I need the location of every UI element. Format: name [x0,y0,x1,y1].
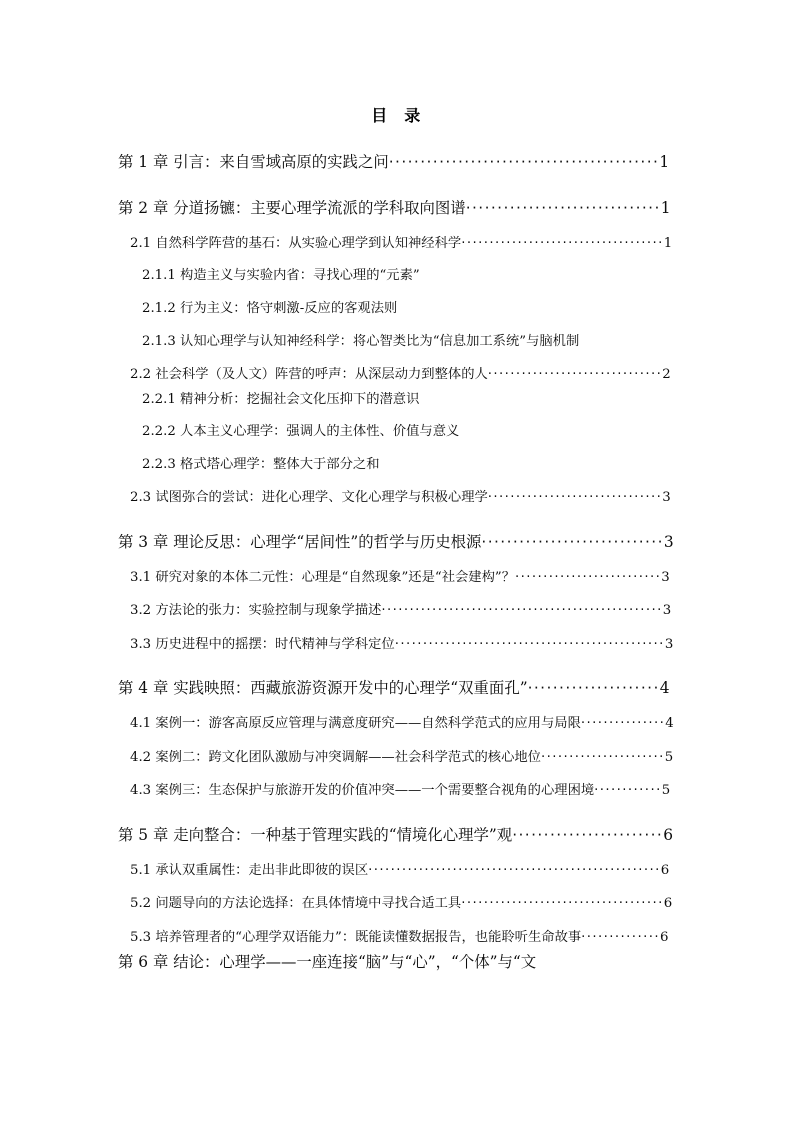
toc-page-number: 1 [659,153,670,172]
toc-entry-label: 2.1.1 构造主义与实验内省：寻找心理的“元素” [142,268,420,284]
toc-entry-label: 第 1 章 引言：来自雪域高原的实践之问 [118,153,389,172]
toc-entry-label: 2.1.2 行为主义：恪守刺激-反应的客观法则 [142,301,398,316]
toc-entry-ch5[interactable] [118,824,674,848]
dot-leader: ·························· [515,569,662,585]
toc-entry-label: 2.2.1 精神分析：挖掘社会文化压抑下的潜意识 [142,391,420,407]
toc-entry-ch3[interactable] [118,531,674,555]
toc-entry-label: 2.3 试图弥合的尝试：进化心理学、文化心理学与积极心理学 [130,490,488,506]
dot-leader: ··········································· [388,153,660,172]
toc-entry-label: 3.2 方法论的张力：实验控制与现象学描述 [130,603,382,619]
toc-entry-s2_1_3[interactable] [142,331,674,353]
toc-entry-s2_3[interactable] [130,487,674,509]
toc-entry-label: 3.1 研究对象的本体二元性：心理是“自然现象”还是“社会建构”？ [130,569,515,585]
toc-entry-s2_2_3[interactable] [142,454,674,476]
dot-leader: ···································· [461,896,664,912]
toc-entry-label: 2.1.3 认知心理学与认知神经科学：将心智类比为“信息加工系统”与脑机制 [142,333,580,349]
toc-entry-label: 3.3 历史进程中的摇摆：时代精神与学科定位 [130,636,395,652]
dot-leader: ······························· [487,367,663,383]
toc-entry-label: 4.2 案例二：跨文化团队激励与冲突调解——社会科学范式的核心地位 [130,749,541,765]
toc-page-number: 3 [661,569,670,585]
toc-entry-label: 4.1 案例一：游客高原反应管理与满意度研究——自然科学范式的应用与局限 [130,716,581,732]
dot-leader: ······················ [540,749,665,765]
toc-page-number: 3 [662,603,672,619]
toc-entry-ch2[interactable] [118,197,674,221]
toc-entry-s4_1[interactable] [130,713,674,735]
toc-entry-s5_1[interactable] [130,860,674,882]
toc-entry-label: 5.3 培养管理者的“心理学双语能力”：既能读懂数据报告，也能聆听生命故事 [130,929,582,945]
toc-entry-ch6[interactable] [118,951,674,975]
dot-leader: ················································ [394,636,665,652]
dot-leader: ····························· [481,532,664,551]
toc-list [118,151,674,975]
toc-entry-label: 第 4 章 实践映照：西藏旅游资源开发中的心理学“双重面孔” [118,679,528,698]
toc-entry-s3_3[interactable] [130,634,674,656]
toc-entry-label: 4.3 案例三：生态保护与旅游开发的价值冲突——一个需要整合视角的心理困境 [130,783,595,799]
toc-entry-label: 5.1 承认双重属性：走出非此即彼的误区 [130,862,369,878]
toc-page-number: 1 [660,199,671,218]
toc-entry-s2_1_2[interactable] [142,298,674,320]
toc-entry-ch1[interactable] [118,151,674,175]
dot-leader: ······························· [465,199,661,218]
toc-page-number: 5 [664,749,674,765]
toc-entry-s4_3[interactable] [130,780,674,802]
toc-page-number: 6 [659,929,669,945]
toc-page-number: 4 [665,716,674,732]
dot-leader: ··············· [580,716,666,732]
toc-page-number: 2 [662,367,671,383]
toc-entry-ch4[interactable] [118,677,674,701]
toc-entry-s2_1_1[interactable] [142,265,674,287]
dot-leader: ····················· [527,679,660,698]
toc-page-number: 3 [664,636,674,652]
toc-entry-s5_2[interactable] [130,893,674,915]
toc-entry-label: 5.2 问题导向的方法论选择：在具体情境中寻找合适工具 [130,896,462,912]
dot-leader: ···································· [461,235,664,251]
toc-entry-label: 2.2.3 格式塔心理学：整体大于部分之和 [142,456,380,472]
toc-entry-s2_1[interactable] [130,233,674,255]
dot-leader: ·················································· [381,603,663,619]
toc-page-number: 4 [659,679,670,698]
toc-entry-label: 2.2 社会科学（及人文）阵营的呼声：从深层动力到整体的人 [130,367,488,383]
toc-page-number: 6 [663,896,673,912]
toc-entry-s2_2[interactable] [130,364,674,386]
dot-leader: ························ [512,825,664,844]
toc-entry-s3_1[interactable] [130,567,674,589]
page-title: 目 录 [371,106,421,125]
dot-leader: ·············· [581,929,660,945]
toc-entry-label: 第 5 章 走向整合：一种基于管理实践的“情境化心理学”观 [118,825,513,844]
toc-page-number: 6 [660,862,670,878]
dot-leader: ······························· [487,490,663,506]
toc-content [118,106,674,975]
toc-entry-label: 第 2 章 分道扬镳：主要心理学流派的学科取向图谱 [118,199,466,218]
toc-entry-label: 2.2.2 人本主义心理学：强调人的主体性、价值与意义 [142,424,460,440]
toc-entry-label: 第 3 章 理论反思：心理学“居间性”的哲学与历史根源 [118,532,482,551]
toc-entry-s5_3[interactable] [130,927,674,949]
toc-page-number: 1 [663,235,673,251]
toc-page-number: 3 [663,532,674,551]
toc-entry-s2_2_2[interactable] [142,421,674,443]
toc-entry-label: 2.1 自然科学阵营的基石：从实验心理学到认知神经科学 [130,235,462,251]
toc-entry-s2_2_1[interactable] [142,389,674,411]
toc-page-number: 6 [663,825,674,844]
toc-entry-s3_2[interactable] [130,600,674,622]
dot-leader: ············ [594,783,662,799]
toc-entry-s4_2[interactable] [130,747,674,769]
toc-entry-label: 第 6 章 结论：心理学——一座连接“脑”与“心”，“个体”与“文 [118,953,537,972]
toc-page-number: 3 [662,490,671,506]
toc-page-number: 5 [661,783,671,799]
dot-leader: ···················································· [368,862,661,878]
